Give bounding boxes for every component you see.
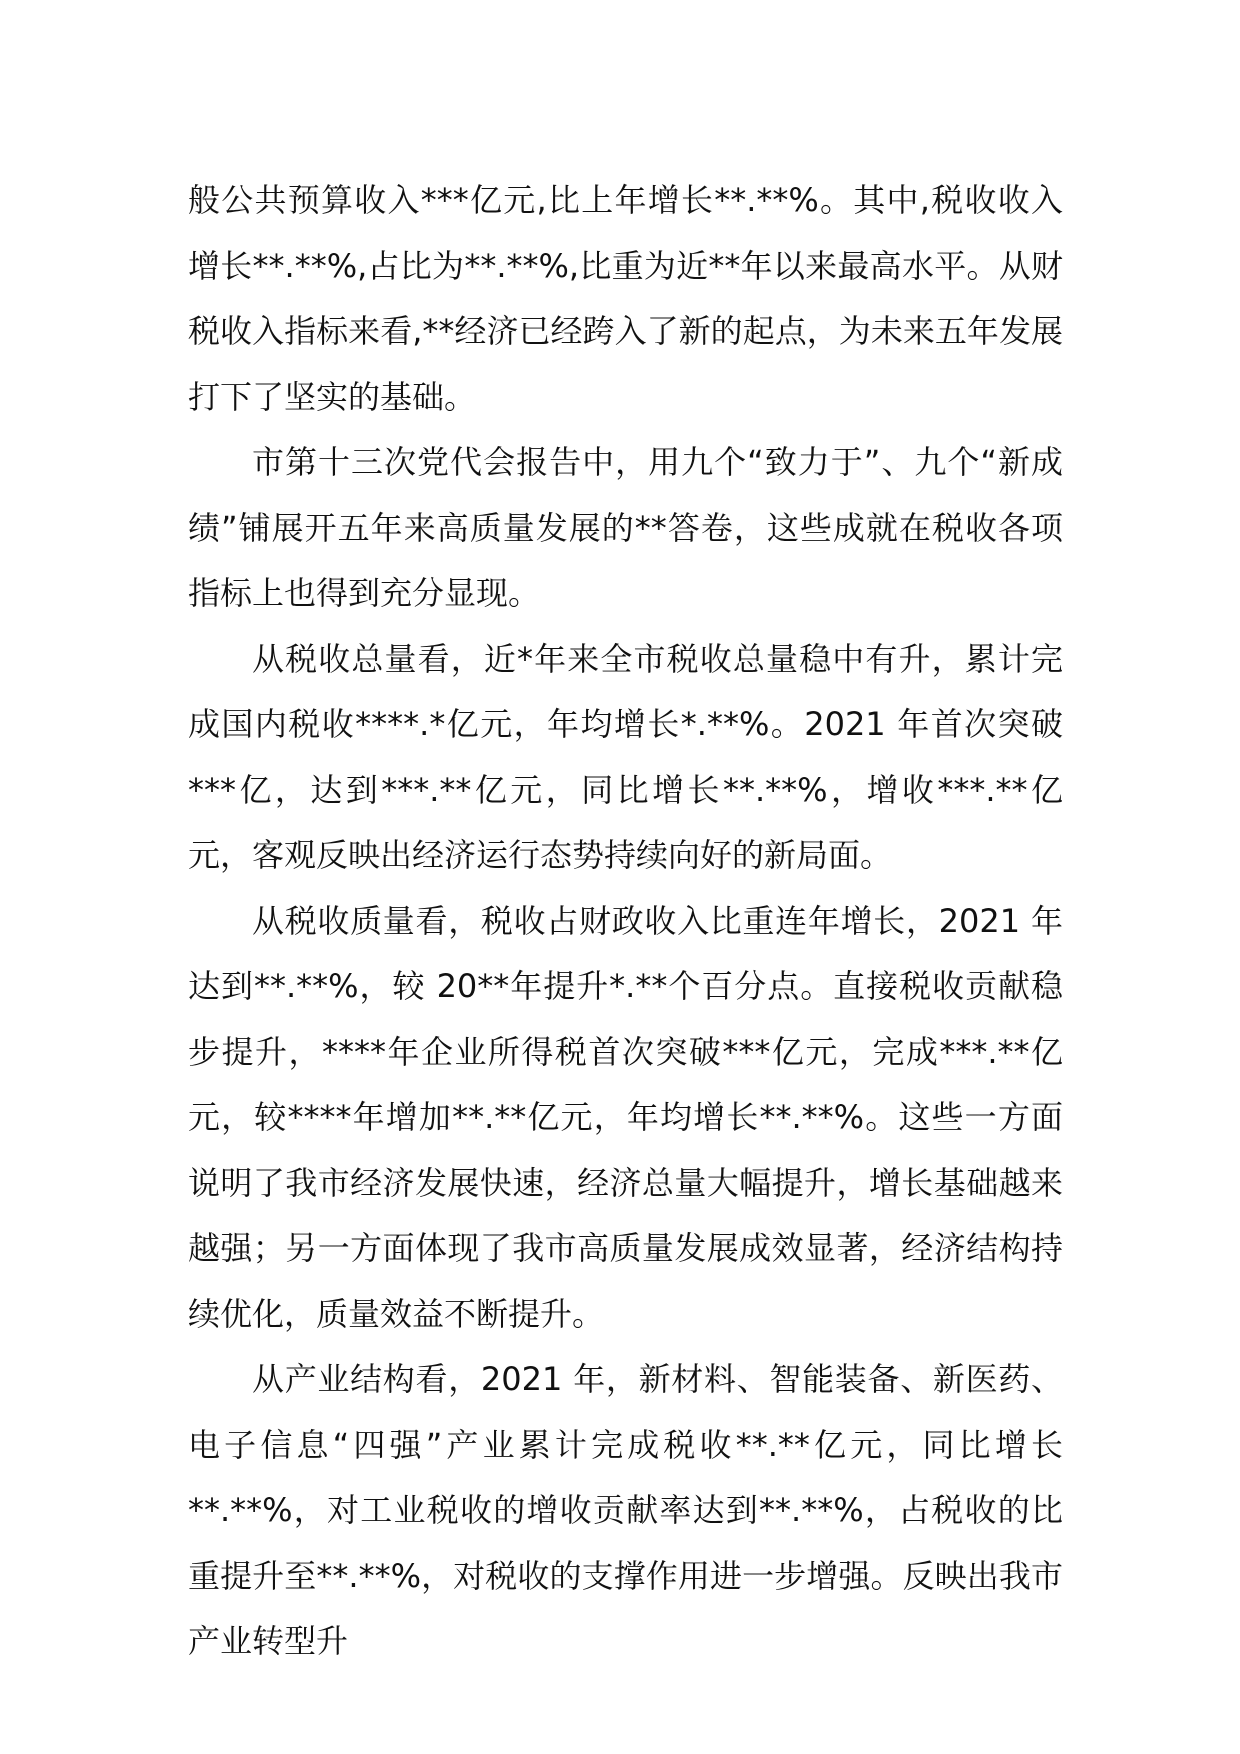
paragraph-industry-structure: 从产业结构看，2021 年，新材料、智能装备、新医药、电子信息“四强”产业累计完成税收**.**亿元，同比增长**.**%，对工业税收的增收贡献率达到**.**%，占税收的比重提升至**.**%，对税收的支撑作用进一步增强。反映出我市产业转型升: [188, 1360, 1063, 1660]
document-page: [188, 168, 1063, 1675]
paragraph-fiscal-revenue: 般公共预算收入***亿元,比上年增长**.**%。其中,税收收入增长**.**%,占比为**.**%,比重为近**年以来最高水平。从财税收入指标来看,**经济已经跨入了新的起点，为未来五年发展打下了坚实的基础。: [188, 181, 1063, 416]
paragraph-tax-quality: 从税收质量看，税收占财政收入比重连年增长，2021 年达到**.**%，较 20**年提升*.**个百分点。直接税收贡献稳步提升，****年企业所得税首次突破***亿元，完成***.**亿元，较****年增加**.**亿元，年均增长**.**%。这些一方面说明了我市经济发展快速，经济总量大幅提升，增长基础越来越强；另一方面体现了我市高质量发展成效显著，经济结构持续优化，质量效益不断提升。: [188, 901, 1063, 1333]
paragraph-tax-total: 从税收总量看，近*年来全市税收总量稳中有升，累计完成国内税收****.*亿元，年均增长*.**%。2021 年首次突破***亿，达到***.**亿元，同比增长**.**%，增收***.**亿元，客观反映出经济运行态势持续向好的新局面。: [188, 639, 1063, 874]
paragraph-party-congress-report: 市第十三次党代会报告中，用九个“致力于”、九个“新成绩”铺展开五年来高质量发展的**答卷，这些成就在税收各项指标上也得到充分显现。: [188, 443, 1063, 612]
